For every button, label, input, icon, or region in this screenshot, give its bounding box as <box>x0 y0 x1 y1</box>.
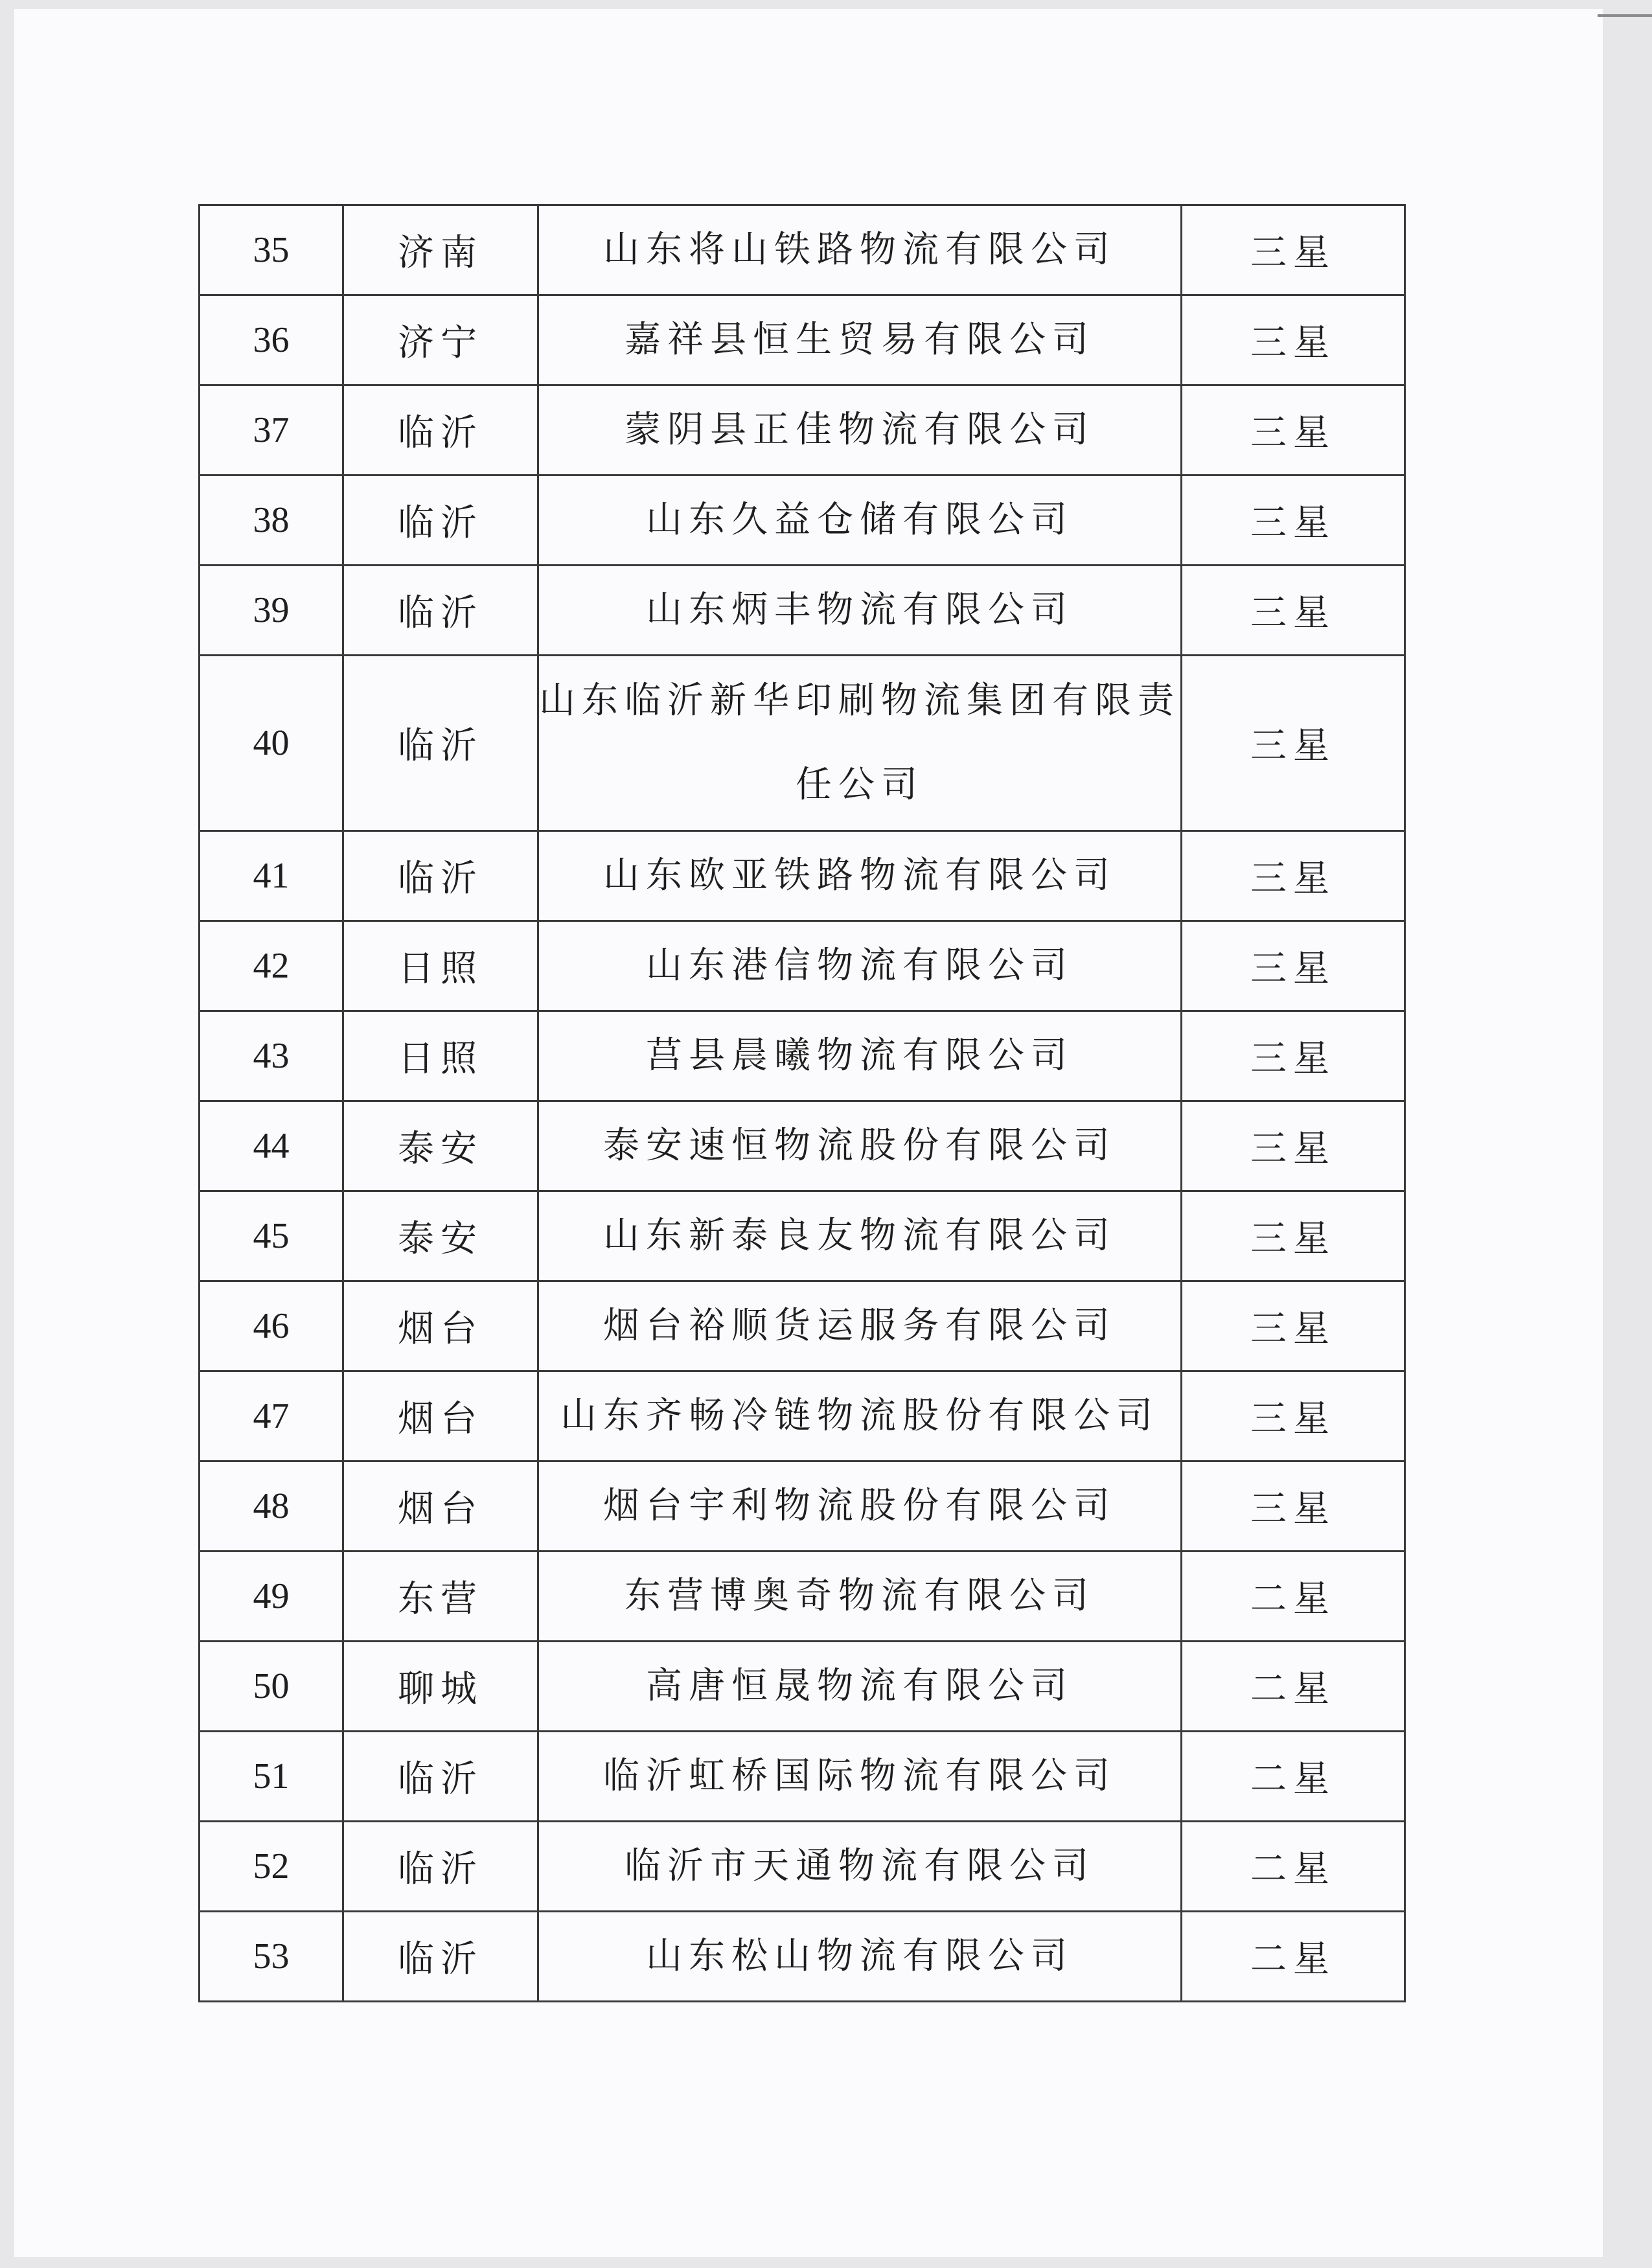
table-row <box>200 205 1405 295</box>
rating-cell: 三星 <box>1182 475 1405 566</box>
rating-cell: 三星 <box>1182 1371 1405 1461</box>
company-name-cell: 山东久益仓储有限公司 <box>538 475 1182 566</box>
company-name-cell: 东营博奥奇物流有限公司 <box>538 1552 1182 1642</box>
rating-cell: 三星 <box>1182 1101 1405 1191</box>
rating-cell: 三星 <box>1182 831 1405 921</box>
city-cell: 烟台 <box>343 1281 538 1371</box>
rating-cell: 三星 <box>1182 656 1405 831</box>
table-row <box>200 1281 1405 1371</box>
rating-cell: 三星 <box>1182 921 1405 1011</box>
rating-cell: 三星 <box>1182 1281 1405 1371</box>
row-number: 46 <box>200 1281 343 1371</box>
city-cell: 日照 <box>343 1011 538 1101</box>
company-name-cell: 嘉祥县恒生贸易有限公司 <box>538 295 1182 385</box>
table-row <box>200 1912 1405 2002</box>
city-cell: 泰安 <box>343 1191 538 1281</box>
row-number: 45 <box>200 1191 343 1281</box>
company-name-cell: 山东港信物流有限公司 <box>538 921 1182 1011</box>
company-name-cell: 蒙阴县正佳物流有限公司 <box>538 385 1182 475</box>
company-name-cell: 烟台裕顺货运服务有限公司 <box>538 1281 1182 1371</box>
table-row <box>200 921 1405 1011</box>
city-cell: 烟台 <box>343 1461 538 1552</box>
company-name-cell: 山东新泰良友物流有限公司 <box>538 1191 1182 1281</box>
company-name-cell: 高唐恒晟物流有限公司 <box>538 1642 1182 1732</box>
row-number: 44 <box>200 1101 343 1191</box>
company-name-cell: 烟台宇利物流股份有限公司 <box>538 1461 1182 1552</box>
table-row <box>200 385 1405 475</box>
city-cell: 聊城 <box>343 1642 538 1732</box>
company-name-cell: 临沂虹桥国际物流有限公司 <box>538 1732 1182 1822</box>
row-number: 43 <box>200 1011 343 1101</box>
company-name-cell: 莒县晨曦物流有限公司 <box>538 1011 1182 1101</box>
table-row <box>200 1822 1405 1912</box>
row-number: 53 <box>200 1912 343 2002</box>
city-cell: 日照 <box>343 921 538 1011</box>
row-number: 37 <box>200 385 343 475</box>
table-row <box>200 1101 1405 1191</box>
table-row <box>200 295 1405 385</box>
rating-cell: 三星 <box>1182 566 1405 656</box>
row-number: 35 <box>200 205 343 295</box>
company-name-cell: 山东欧亚铁路物流有限公司 <box>538 831 1182 921</box>
rating-cell: 二星 <box>1182 1642 1405 1732</box>
city-cell: 泰安 <box>343 1101 538 1191</box>
city-cell: 临沂 <box>343 1732 538 1822</box>
company-name-cell: 山东临沂新华印刷物流集团有限责任公司 <box>538 656 1182 831</box>
city-cell: 临沂 <box>343 385 538 475</box>
city-cell: 临沂 <box>343 656 538 831</box>
table-row <box>200 1371 1405 1461</box>
row-number: 36 <box>200 295 343 385</box>
table-row <box>200 475 1405 566</box>
city-cell: 临沂 <box>343 831 538 921</box>
company-name-cell: 泰安速恒物流股份有限公司 <box>538 1101 1182 1191</box>
rating-cell: 二星 <box>1182 1912 1405 2002</box>
city-cell: 东营 <box>343 1552 538 1642</box>
city-cell: 临沂 <box>343 475 538 566</box>
table-row <box>200 1642 1405 1732</box>
rating-cell: 三星 <box>1182 1011 1405 1101</box>
rating-cell: 三星 <box>1182 1461 1405 1552</box>
company-name-cell: 山东将山铁路物流有限公司 <box>538 205 1182 295</box>
table-row <box>200 656 1405 831</box>
row-number: 47 <box>200 1371 343 1461</box>
city-cell: 烟台 <box>343 1371 538 1461</box>
table-row <box>200 1552 1405 1642</box>
rating-cell: 二星 <box>1182 1732 1405 1822</box>
row-number: 39 <box>200 566 343 656</box>
city-cell: 临沂 <box>343 1912 538 2002</box>
rating-cell: 二星 <box>1182 1552 1405 1642</box>
row-number: 52 <box>200 1822 343 1912</box>
company-name-cell: 山东齐畅冷链物流股份有限公司 <box>538 1371 1182 1461</box>
row-number: 48 <box>200 1461 343 1552</box>
city-cell: 临沂 <box>343 1822 538 1912</box>
row-number: 41 <box>200 831 343 921</box>
row-number: 50 <box>200 1642 343 1732</box>
table-row <box>200 1461 1405 1552</box>
city-cell: 济南 <box>343 205 538 295</box>
city-cell: 济宁 <box>343 295 538 385</box>
scan-edge-mark <box>1598 14 1652 17</box>
table-row <box>200 566 1405 656</box>
rating-cell: 三星 <box>1182 1191 1405 1281</box>
rating-cell: 三星 <box>1182 385 1405 475</box>
row-number: 49 <box>200 1552 343 1642</box>
row-number: 42 <box>200 921 343 1011</box>
company-name-cell: 山东松山物流有限公司 <box>538 1912 1182 2002</box>
table-row <box>200 1191 1405 1281</box>
row-number: 38 <box>200 475 343 566</box>
enterprise-rating-table <box>198 204 1406 2002</box>
table-row <box>200 1732 1405 1822</box>
rating-cell: 三星 <box>1182 205 1405 295</box>
table-row <box>200 1011 1405 1101</box>
rating-cell: 三星 <box>1182 295 1405 385</box>
rating-cell: 二星 <box>1182 1822 1405 1912</box>
row-number: 51 <box>200 1732 343 1822</box>
row-number: 40 <box>200 656 343 831</box>
company-name-cell: 山东炳丰物流有限公司 <box>538 566 1182 656</box>
company-name-cell: 临沂市天通物流有限公司 <box>538 1822 1182 1912</box>
city-cell: 临沂 <box>343 566 538 656</box>
table-row <box>200 831 1405 921</box>
